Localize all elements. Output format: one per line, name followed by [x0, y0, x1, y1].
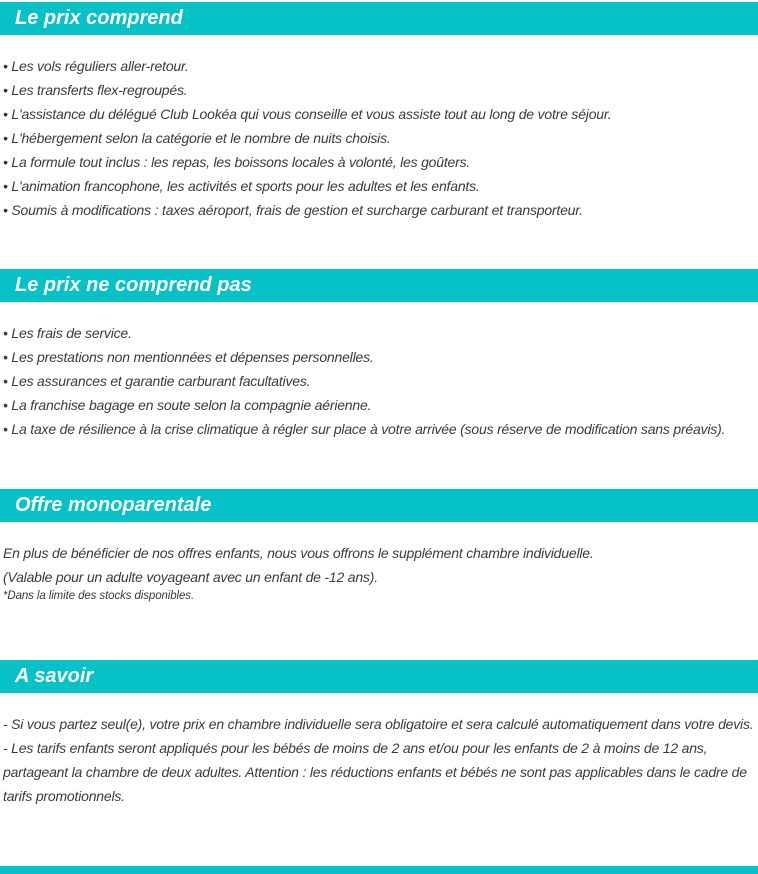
section-body-price-includes	[0, 35, 758, 222]
paragraph: En plus de bénéficier de nos offres enfants, nous vous offrons le supplément chambre individuelle.	[3, 545, 594, 561]
list-item: • L'assistance du délégué Club Lookéa qui vous conseille et vous assiste tout au long de votre séjour.	[3, 106, 612, 122]
list-item: • L'animation francophone, les activités et sports pour les adultes et les enfants.	[3, 178, 480, 194]
section-price-excludes	[0, 269, 758, 441]
list-item: • L'hébergement selon la catégorie et le nombre de nuits choisis.	[3, 130, 391, 146]
section-body-good-to-know	[0, 693, 758, 808]
section-title: Le prix ne comprend pas	[15, 274, 252, 296]
section-header-price-includes	[0, 2, 758, 35]
section-price-includes	[0, 2, 758, 222]
list-item: • Les transferts flex-regroupés.	[3, 82, 188, 98]
paragraph: - Si vous partez seul(e), votre prix en chambre individuelle sera obligatoire et sera calculé automatiquement dans votre devis.	[3, 716, 754, 732]
section-title: Le prix comprend	[15, 7, 183, 29]
section-good-to-know	[0, 660, 758, 808]
list-item: • Les vols réguliers aller-retour.	[3, 58, 189, 74]
list-item: • Les assurances et garantie carburant facultatives.	[3, 373, 311, 389]
section-title: Offre monoparentale	[15, 494, 212, 516]
section-title: A savoir	[15, 665, 94, 687]
list-item: • La formule tout inclus : les repas, les boissons locales à volonté, les goûters.	[3, 154, 471, 170]
paragraph: - Les tarifs enfants seront appliqués pour les bébés de moins de 2 ans et/ou pour les enfants de 2 à moins de 12 ans, partageant la chambre de deux adultes. Attention : les réductions enfants et bébés ne sont pas applicables dans le cadre de tarifs promotionnels.	[3, 740, 747, 804]
section-header-single-parent-offer	[0, 489, 758, 522]
list-item: • La taxe de résilience à la crise climatique à régler sur place à votre arrivée (sous réserve de modification sans préavis).	[3, 421, 726, 437]
section-body-single-parent-offer	[0, 522, 758, 604]
list-item: • Les prestations non mentionnées et dépenses personnelles.	[3, 349, 374, 365]
list-item: • Les frais de service.	[3, 325, 132, 341]
section-body-price-excludes	[0, 302, 758, 441]
list-item: • Soumis à modifications : taxes aéroport, frais de gestion et surcharge carburant et transporteur.	[3, 202, 583, 218]
section-header-price-excludes	[0, 269, 758, 302]
paragraph: (Valable pour un adulte voyageant avec un enfant de -12 ans).	[3, 569, 378, 585]
footnote: *Dans la limite des stocks disponibles.	[3, 590, 195, 602]
bullet-list	[3, 321, 754, 441]
list-item: • La franchise bagage en soute selon la compagnie aérienne.	[3, 397, 372, 413]
section-single-parent-offer	[0, 489, 758, 604]
bullet-list	[3, 54, 754, 222]
section-header-good-to-know	[0, 660, 758, 693]
bottom-accent-bar	[0, 866, 758, 874]
